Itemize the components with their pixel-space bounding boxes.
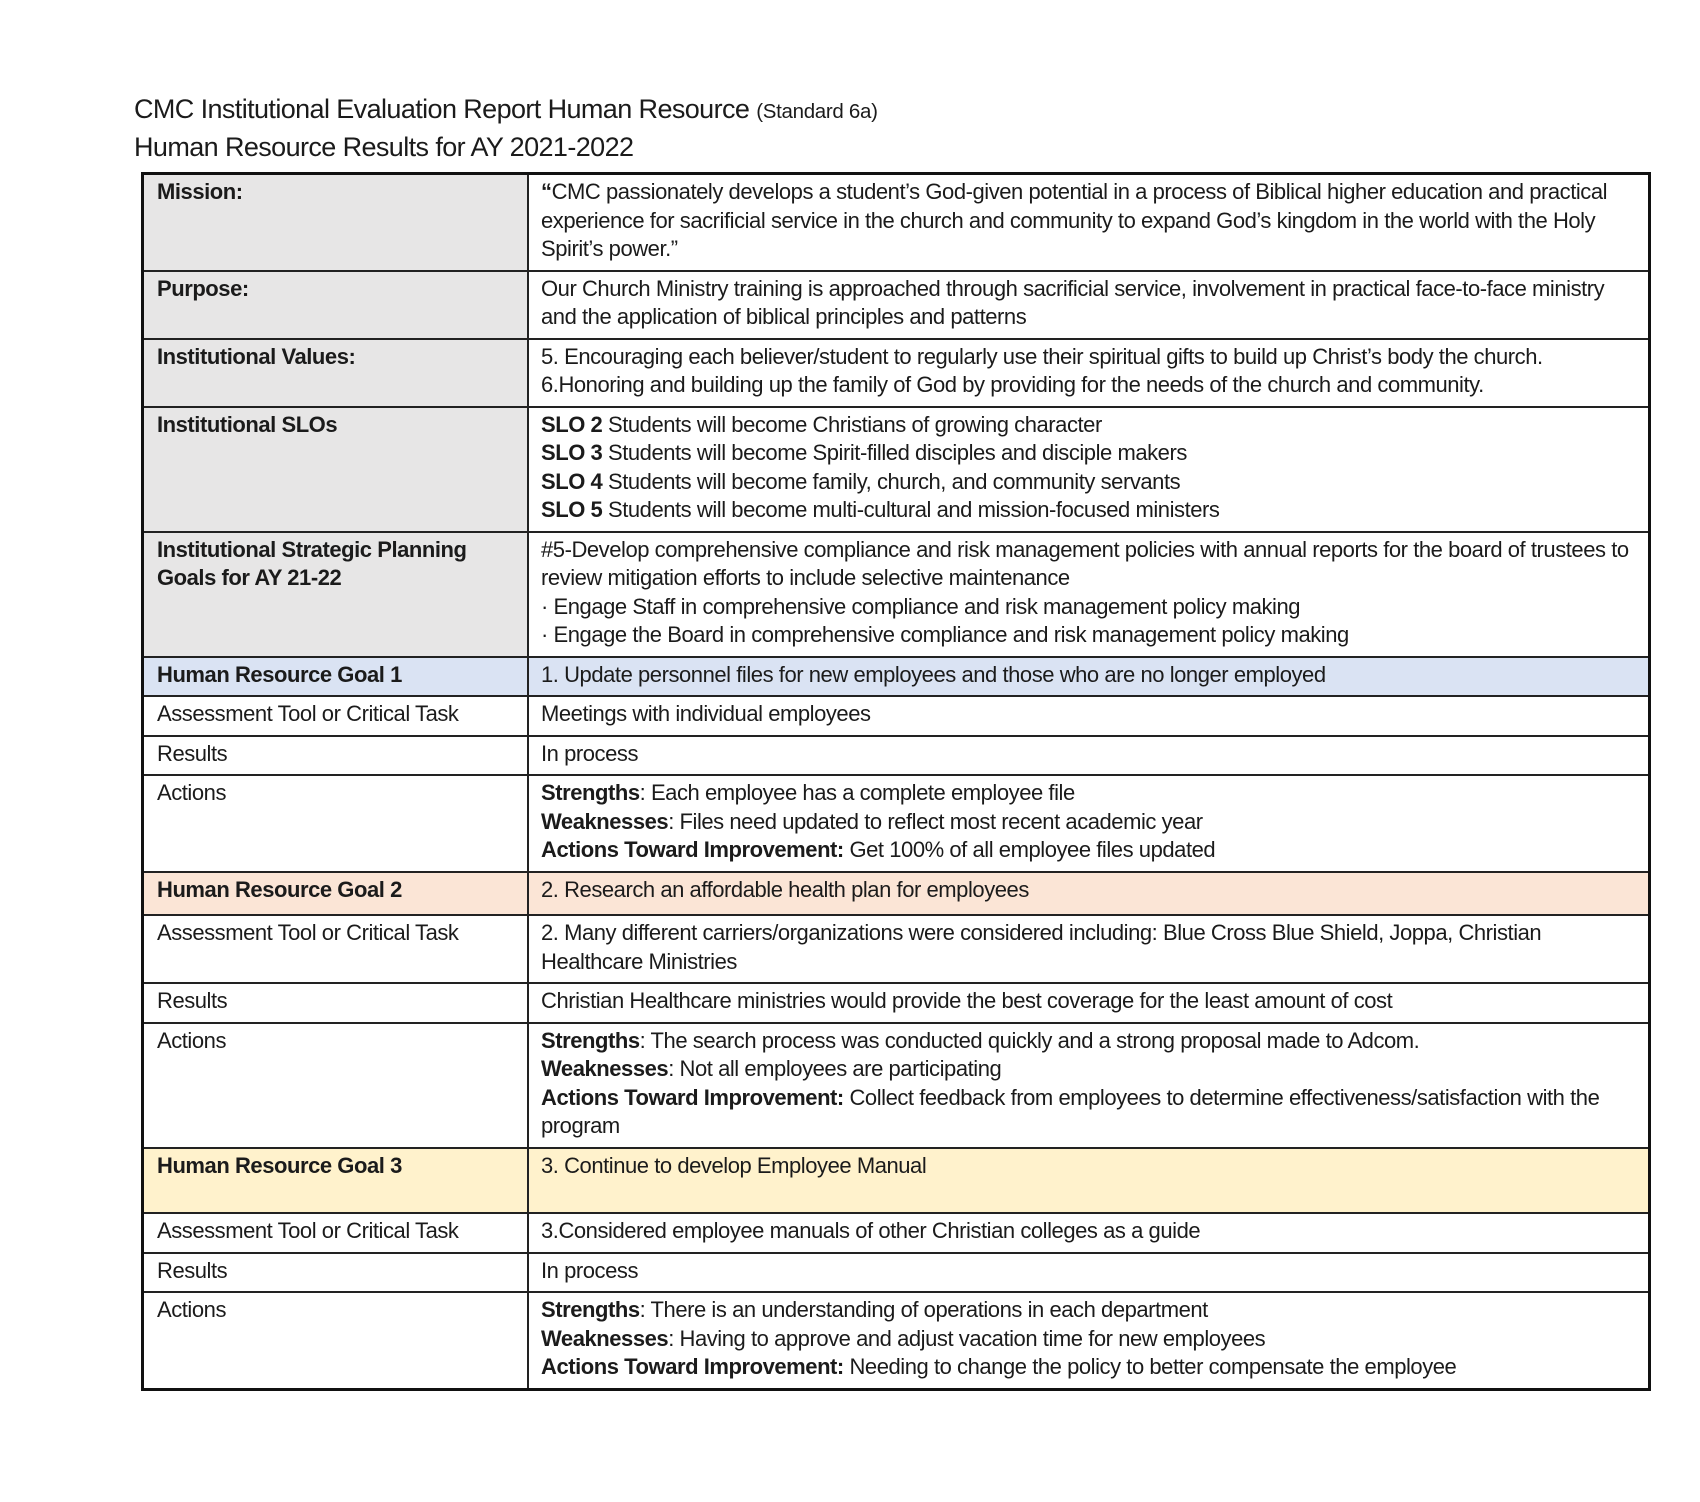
row-label-cell: Human Resource Goal 2 [143,872,529,916]
paragraph: Actions Toward Improvement: Get 100% of all employee files updated [541,837,1216,862]
row-content-cell [528,1023,1650,1148]
paragraph: “CMC passionately develops a student’s God-given potential in a process of Biblical higher education and practical experience for sacrificial service in the church and community to expand God’s kingdom in the world with the Holy Spirit’s power.” [541,179,1608,261]
paragraph: Strengths: The search process was conducted quickly and a strong proposal made to Adcom. [541,1027,1420,1053]
row-label-cell: Actions [143,1023,529,1148]
table-row [143,1213,1650,1253]
table-row [143,775,1650,872]
paragraph: SLO 4 Students will become family, church, and community servants [541,468,1181,494]
table-row [143,872,1650,916]
row-label-cell: Purpose: [143,271,529,339]
row-content-cell [528,1292,1650,1389]
row-label-cell: Institutional Strategic Planning Goals for AY 21-22 [143,532,529,657]
document-title [134,93,1666,128]
row-content-cell [528,407,1650,532]
paragraph: Christian Healthcare ministries would provide the best coverage for the least amount of cost [541,988,1393,1013]
row-content-cell [528,271,1650,339]
paragraph: 3. Continue to develop Employee Manual [541,1152,927,1178]
paragraph: 5. Encouraging each believer/student to regularly use their spiritual gifts to build up Christ’s body the church. [541,343,1543,369]
evaluation-report-table [141,172,1651,1391]
row-content-cell [528,872,1650,916]
table-row [143,1023,1650,1148]
paragraph: 3.Considered employee manuals of other Christian colleges as a guide [541,1218,1201,1243]
paragraph: Actions Toward Improvement: Needing to change the policy to better compensate the employee [541,1354,1457,1379]
paragraph: In process [541,740,638,766]
paragraph: 6.Honoring and building up the family of God by providing for the needs of the church and community. [541,372,1484,397]
paragraph: 2. Many different carriers/organizations were considered including: Blue Cross Blue Shield, Joppa, Christian Healthcare Ministries [541,920,1542,974]
row-content-cell [528,775,1650,872]
row-content-cell [528,532,1650,657]
paragraph: 1. Update personnel files for new employees and those who are no longer employed [541,661,1326,687]
paragraph: #5-Develop comprehensive compliance and risk management policies with annual reports for the board of trustees to review mitigation efforts to include selective maintenance [541,536,1629,590]
row-content-cell [528,657,1650,697]
table-row [143,736,1650,776]
paragraph: Strengths: Each employee has a complete employee file [541,780,1075,805]
paragraph: 2. Research an affordable health plan for employees [541,876,1029,902]
table-row [143,983,1650,1023]
row-label-cell: Institutional Values: [143,339,529,407]
document-subtitle: Human Resource Results for AY 2021-2022 [134,132,634,162]
row-label-cell: Actions [143,775,529,872]
row-content-cell [528,339,1650,407]
table-row [143,339,1650,407]
table-row [143,1292,1650,1389]
paragraph: · Engage Staff in comprehensive compliance and risk management policy making [541,593,1301,619]
table-row [143,915,1650,983]
table-row [143,1148,1650,1214]
paragraph: Meetings with individual employees [541,701,871,726]
paragraph: SLO 2 Students will become Christians of growing character [541,411,1102,437]
row-content-cell [528,983,1650,1023]
table-row [143,532,1650,657]
row-label-cell: Results [143,983,529,1023]
row-label-cell: Assessment Tool or Critical Task [143,696,529,736]
row-content-cell [528,1213,1650,1253]
paragraph: Weaknesses: Not all employees are participating [541,1056,1002,1081]
document-title-main: CMC Institutional Evaluation Report Human Resource [134,94,757,124]
table-row [143,657,1650,697]
paragraph: Actions Toward Improvement: Collect feedback from employees to determine effectiveness/satisfaction with the program [541,1084,1600,1138]
row-label-cell: Human Resource Goal 1 [143,657,529,697]
row-label-cell: Actions [143,1292,529,1389]
table-row [143,407,1650,532]
paragraph: In process [541,1257,638,1283]
paragraph: Weaknesses: Files need updated to reflect most recent academic year [541,808,1203,834]
row-label-cell: Results [143,1253,529,1293]
paragraph: SLO 5 Students will become multi-cultural and mission-focused ministers [541,497,1220,522]
paragraph: · Engage the Board in comprehensive compliance and risk management policy making [541,622,1349,647]
row-content-cell [528,1148,1650,1214]
table-row [143,1253,1650,1293]
row-label-cell: Assessment Tool or Critical Task [143,915,529,983]
row-content-cell [528,1253,1650,1293]
paragraph: Weaknesses: Having to approve and adjust vacation time for new employees [541,1325,1266,1351]
row-content-cell [528,696,1650,736]
evaluation-report-table-body [143,174,1650,1390]
table-row [143,174,1650,271]
row-label-cell: Assessment Tool or Critical Task [143,1213,529,1253]
paragraph: SLO 3 Students will become Spirit-filled disciples and disciple makers [541,440,1187,465]
table-row [143,696,1650,736]
row-content-cell [528,174,1650,271]
row-label-cell: Human Resource Goal 3 [143,1148,529,1214]
row-label-cell: Results [143,736,529,776]
row-content-cell [528,736,1650,776]
row-label-cell: Mission: [143,174,529,271]
row-content-cell [528,915,1650,983]
row-label-cell: Institutional SLOs [143,407,529,532]
paragraph: Our Church Ministry training is approached through sacrificial service, involvement in practical face-to-face ministry and the application of biblical principles and patterns [541,275,1605,329]
table-row [143,271,1650,339]
document-title-suffix: (Standard 6a) [756,100,878,123]
paragraph: Strengths: There is an understanding of operations in each department [541,1297,1208,1322]
